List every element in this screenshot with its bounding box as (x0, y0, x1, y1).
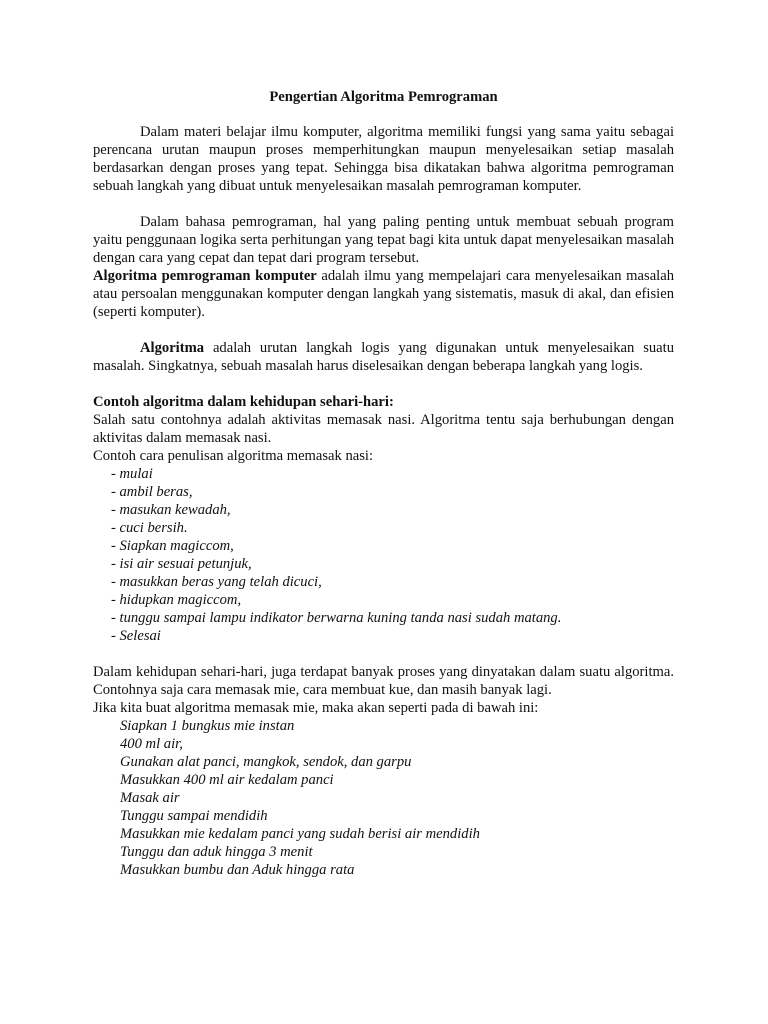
list-item: 400 ml air, (120, 736, 183, 752)
section-heading-contoh: Contoh algoritma dalam kehidupan sehari-hari: (93, 394, 394, 410)
spacer (93, 321, 674, 339)
list-item: Tunggu dan aduk hingga 3 menit (120, 844, 313, 860)
list-item: Masukkan 400 ml air kedalam panci (120, 772, 334, 788)
list-item: - tunggu sampai lampu indikator berwarna kuning tanda nasi sudah matang. (111, 610, 562, 626)
paragraph-example-intro: Salah satu contohnya adalah aktivitas memasak nasi. Algoritma tentu saja berhubungan dengan aktivitas dalam memasak nasi. (93, 412, 674, 446)
list-item: - ambil beras, (111, 484, 193, 500)
list-item: - hidupkan magiccom, (111, 592, 242, 608)
document-body (93, 88, 674, 879)
mie-list-lead: Jika kita buat algoritma memasak mie, maka akan seperti pada di bawah ini: (93, 700, 539, 716)
definition-text: adalah urutan langkah logis yang digunakan untuk menyelesaikan suatu masalah. Singkatnya, sebuah masalah harus diselesaikan dengan beberapa langkah yang logis. (93, 340, 674, 374)
definition-text: adalah ilmu yang mempelajari cara menyelesaikan masalah atau persoalan menggunakan komputer dengan langkah yang sistematis, masuk di akal, dan efisien (seperti komputer). (93, 268, 675, 320)
list-item: Masukkan bumbu dan Aduk hingga rata (120, 862, 355, 878)
mie-steps-list (93, 717, 674, 879)
list-item: Masak air (120, 790, 180, 806)
list-item: - Selesai (111, 628, 161, 644)
spacer (93, 645, 674, 663)
list-item: - masukan kewadah, (111, 502, 231, 518)
list-item: Siapkan 1 bungkus mie instan (120, 718, 295, 734)
list-item: - isi air sesuai petunjuk, (111, 556, 252, 572)
rice-steps-list (93, 465, 674, 645)
spacer (93, 375, 674, 393)
list-item: - Siapkan magiccom, (111, 538, 234, 554)
document-title: Pengertian Algoritma Pemrograman (269, 89, 498, 105)
term-algoritma: Algoritma (140, 340, 205, 356)
list-item: - masukkan beras yang telah dicuci, (111, 574, 322, 590)
term-algoritma-pemrograman-komputer: Algoritma pemrograman komputer (93, 268, 317, 284)
paragraph-bahasa-pemrograman: Dalam bahasa pemrograman, hal yang paling penting untuk membuat sebuah program yaitu penggunaan logika serta perhitungan yang tepat bagi kita untuk dapat menyelesaikan masalah dengan cara yang cepat dan tepat dari program tersebut. (93, 214, 674, 266)
list-item: - cuci bersih. (111, 520, 188, 536)
rice-list-lead: Contoh cara penulisan algoritma memasak nasi: (93, 448, 374, 464)
list-item: - mulai (111, 466, 153, 482)
list-item: Tunggu sampai mendidih (120, 808, 268, 824)
list-item: Gunakan alat panci, mangkok, sendok, dan garpu (120, 754, 412, 770)
paragraph-intro: Dalam materi belajar ilmu komputer, algoritma memiliki fungsi yang sama yaitu sebagai perencana urutan maupun proses memperhitungkan maupun menyelesaikan setiap masalah berdasarkan dengan proses yang tepat. Sehingga bisa dikatakan bahwa algoritma pemrograman sebuah langkah yang dibuat untuk menyelesaikan masalah pemrograman komputer. (93, 124, 674, 194)
list-item: Masukkan mie kedalam panci yang sudah berisi air mendidih (120, 826, 480, 842)
spacer (93, 195, 674, 213)
paragraph-definition-algoritma (93, 339, 674, 375)
paragraph-definition-komputer (93, 267, 674, 321)
paragraph-daily-process: Dalam kehidupan sehari-hari, juga terdapat banyak proses yang dinyatakan dalam suatu algoritma. Contohnya saja cara memasak mie, cara membuat kue, dan masih banyak lagi. (93, 664, 674, 698)
